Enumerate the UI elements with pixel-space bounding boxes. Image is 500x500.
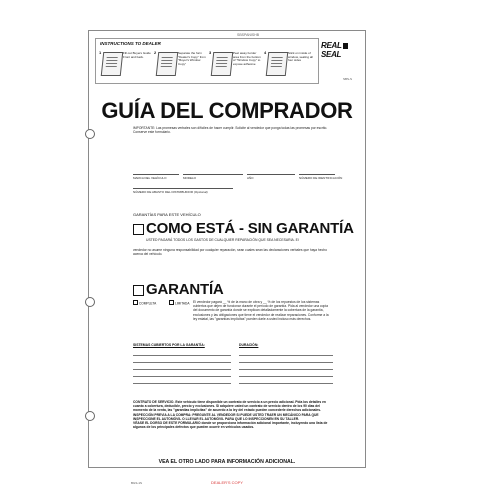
field-line-make [133,174,179,175]
as-is-body: vendedor no asume ninguna responsabilidad por cualquier reparación, sean cuales sean las declaraciones verbales que haya hecho acerca del vehículo. [133,248,327,257]
instruction-step-2 [154,50,206,80]
footer-code: BGS-1S [131,481,143,485]
intro-notice: IMPORTANTE: Las promesas verbales son difíciles de hacer cumplir. Solicite al vendedor que ponga todas las promesas por escrito. Conserve este formulario. [133,126,328,135]
systems-line-5 [133,383,231,384]
buyers-guide-form [88,30,366,485]
duration-label: DURACIÓN: [239,343,259,347]
realseal-logo: REALSEAL [321,41,365,59]
field-line-stock-number [133,188,233,189]
full-warranty-option[interactable] [133,300,156,306]
systems-line-2 [133,362,231,363]
field-label-make: MARCA DEL VEHÍCULO [133,176,167,180]
duration-line-3 [239,369,333,370]
punch-hole-top [85,129,95,139]
window-stick-illustration [266,52,289,76]
step-number: 3 [209,50,212,55]
duration-line-1 [239,355,333,356]
step-text: Stick on inside of window, sealing all four sides [288,51,313,63]
instructions-title: INSTRUCTIONS TO DEALER [100,41,161,46]
punch-hole-middle [85,297,95,307]
instruction-step-1 [99,50,151,80]
step-text: Fill out Buyers Guide Front and back. [123,51,151,59]
see-back-text: VÉASE EL DORSO DE ESTE FORMULARIO donde se proporciona información adicional importante, incluyendo una lista de algunos de los principales defectos que pueden ocurrir en vehículos usados. [133,421,328,430]
form-separate-illustration [156,52,179,76]
field-line-year [247,174,295,175]
full-checkbox[interactable] [133,300,138,305]
warranty-checkbox[interactable] [133,285,144,296]
field-label-stock-number: NÚMERO DE ABASTO DEL DISTRIBUIDOR (Opcional) [133,190,208,194]
step-number: 4 [264,50,267,55]
see-other-side-note: VEA EL OTRO LADO PARA INFORMACIÓN ADICIONAL. [158,459,296,465]
step-number: 1 [99,50,102,55]
as-is-subheading: USTED PAGARÁ TODOS LOS GASTOS DE CUALQUIER REPARACIÓN QUE SEA NECESARIA. El [146,238,299,242]
service-contract-text: CONTRATO DE SERVICIO. Este vehículo tiene disponible un contrato de servicio a un precio adicional. Pida los detalles en cuanto a cobertura, deducible, precio y exclusiones. Si adquiere usted un contrato de servicio dentro de los 90 días del momento de la venta, las "garantías implícitas" de acuerdo a la ley del estado pueden concederle derechos adicionales. [133,400,326,413]
field-line-vin [299,174,335,175]
warranty-heading: GARANTÍA [146,281,224,298]
duration-line-4 [239,376,333,377]
form-code: SBS-S [343,77,353,81]
limited-warranty-option[interactable] [169,300,189,306]
peel-border-illustration [211,52,234,76]
field-label-year: AÑO [247,176,254,180]
as-is-heading: COMO ESTÁ - SIN GARANTÍA [146,220,354,237]
warranties-section-label: GARANTÍAS PARA ESTE VEHÍCULO [133,212,201,217]
instruction-step-4 [264,50,316,80]
instruction-step-3 [209,50,261,80]
top-stamp: SBSPANISHB [237,33,260,37]
full-label: COMPLETA [139,301,157,306]
systems-line-3 [133,369,231,370]
warranty-body: El vendedor pagará __ % de la mano de obra y __ % de los repuestos de los sistemas cubiertos que dejen de funcionar durante el período de garantía. Pida al vendedor una copia del documento de garantía donde se explican detalladamente la cobertura de la garantía, exclusiones y las obligaciones que tiene el vendedor de realizar reparaciones. Conforme a la ley estatal, las "garantías implícitas" pueden darle a usted incluso más derechos. [193,300,329,321]
limited-checkbox[interactable] [169,300,174,305]
step-number: 2 [154,50,157,55]
field-label-vin: NÚMERO DE IDENTIFICACIÓN [299,176,343,180]
field-label-model: MODELO [183,176,197,180]
duration-line-2 [239,362,333,363]
service-contract-section [133,400,333,429]
limited-label: LIMITADA [175,301,190,306]
step-text: Separate the form "Dealer's Copy" from "Buyer's Window Copy" [178,51,206,66]
page-title: GUÍA DEL COMPRADOR [101,98,353,123]
systems-line-1 [133,355,231,356]
field-line-model [183,174,243,175]
dealer-instructions-panel [95,38,319,84]
punch-hole-bottom [85,411,95,421]
systems-covered-label: SISTEMAS CUBIERTOS POR LA GARANTÍA: [133,343,205,347]
duration-line-5 [239,383,333,384]
step-text: Peel away border area from the bottom of "Window Copy" to expose adhesive [233,51,261,66]
as-is-checkbox[interactable] [133,224,144,235]
pre-purchase-inspection-text: INSPECCIÓN PREVIA A LA COMPRA: PREGUNTE AL VENDEDOR SI PUEDE USTED TRAER UN MECÁNICO PARA QUE INSPECCIONE EL AUTOMÓVIL O LLEVAR EL AUTOMÓVIL PARA QUE LO INSPECCIONEN EN SU TALLER. [133,412,319,421]
dealers-copy-label: DEALER'S COPY [211,480,243,485]
form-fill-illustration [101,52,124,76]
systems-line-4 [133,376,231,377]
